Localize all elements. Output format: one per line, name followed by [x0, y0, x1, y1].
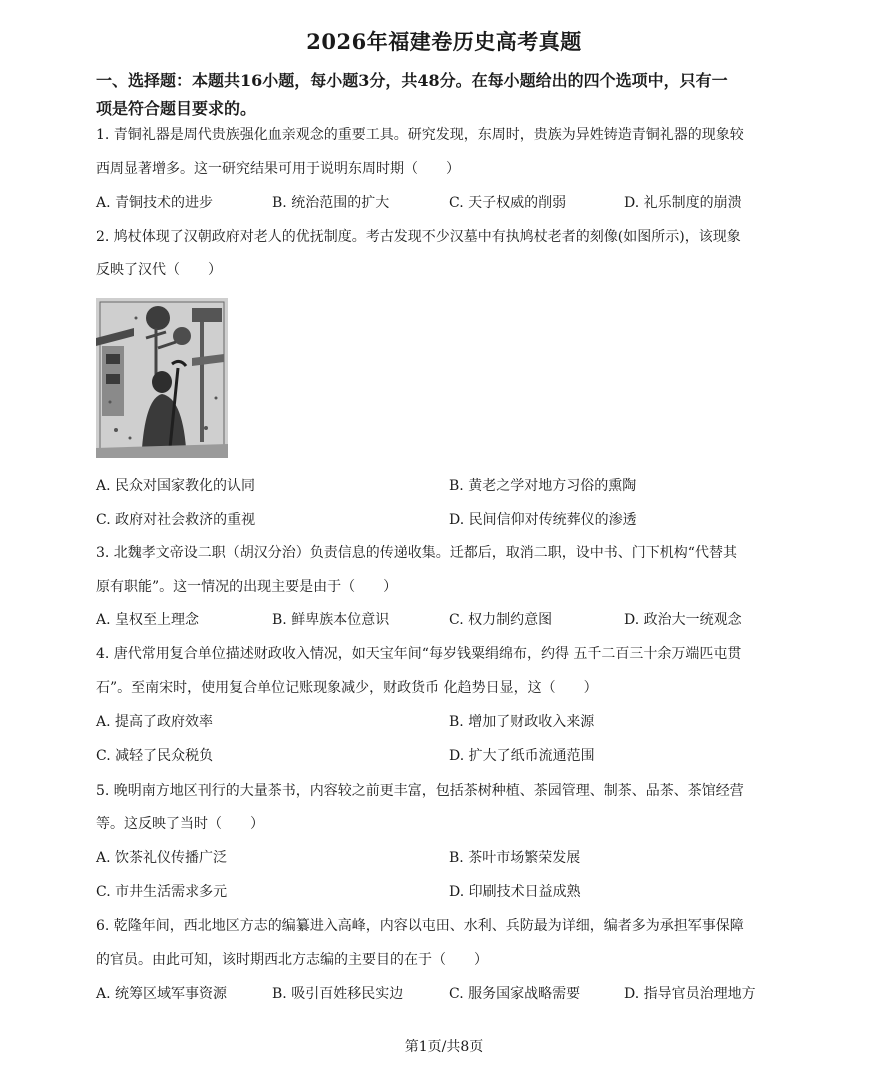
question-5-option-d: D. 印刷技术日益成熟	[449, 884, 581, 900]
question-5-stem-line-1: 5. 晚明南方地区刊行的大量茶书，内容较之前更丰富，包括茶树种植、茶园管理、制茶、品茶、茶馆经营	[96, 783, 744, 799]
section-heading-line-1: 一、选择题：本题共16小题，每小题3分，共48分。在每小题给出的四个选项中，只有一	[96, 71, 728, 90]
question-6-stem-line-2: 的官员。由此可知，该时期西北方志编的主要目的在于（ ）	[96, 952, 488, 968]
question-6-option-a: A. 统筹区域军事资源	[96, 986, 228, 1002]
question-5-option-a: A. 饮茶礼仪传播广泛	[96, 850, 228, 866]
question-3-option-c: C. 权力制约意图	[449, 612, 553, 628]
question-1-option-d: D. 礼乐制度的崩溃	[624, 195, 742, 211]
question-1-stem-line-2: 西周显著增多。这一研究结果可用于说明东周时期（ ）	[96, 161, 460, 177]
question-5-option-c: C. 市井生活需求多元	[96, 884, 228, 900]
question-6-option-c: C. 服务国家战略需要	[449, 986, 581, 1002]
question-5-option-b: B. 茶叶市场繁荣发展	[449, 850, 581, 866]
question-3-stem-line-1: 3. 北魏孝文帝设二职（胡汉分治）负责信息的传递收集。迁都后，取消二职，设中书、门下机构“代替其	[96, 545, 737, 561]
section-heading-line-2: 项是符合题目要求的。	[96, 99, 257, 118]
question-2-option-d: D. 民间信仰对传统葬仪的渗透	[449, 512, 637, 528]
question-3-stem-line-2: 原有职能”。这一情况的出现主要是由于（ ）	[96, 579, 398, 595]
question-2-stem-line-1: 2. 鸠杖体现了汉朝政府对老人的优抚制度。考古发现不少汉墓中有执鸠杖老者的刻像(如图所示)，该现象	[96, 229, 741, 245]
question-6-option-d: D. 指导官员治理地方	[624, 986, 756, 1002]
question-4-option-d: D. 扩大了纸币流通范围	[449, 748, 595, 764]
question-4-option-c: C. 减轻了民众税负	[96, 748, 214, 764]
question-1-option-c: C. 天子权威的削弱	[449, 195, 567, 211]
question-4-option-b: B. 增加了财政收入来源	[449, 714, 595, 730]
question-4-option-a: A. 提高了政府效率	[96, 714, 214, 730]
question-1-option-b: B. 统治范围的扩大	[272, 195, 390, 211]
question-4-stem-line-1: 4. 唐代常用复合单位描述财政收入情况，如天宝年间“每岁钱粟绢绵布，约得 五千二百三十余万端匹屯贯	[96, 646, 742, 662]
question-1-stem-line-1: 1. 青铜礼器是周代贵族强化血亲观念的重要工具。研究发现，东周时，贵族为异姓铸造青铜礼器的现象较	[96, 127, 744, 143]
question-6-option-b: B. 吸引百姓移民实边	[272, 986, 404, 1002]
question-2-option-b: B. 黄老之学对地方习俗的熏陶	[449, 478, 637, 494]
page-footer: 第1页/共8页	[404, 1039, 484, 1055]
question-3-option-d: D. 政治大一统观念	[624, 612, 742, 628]
question-3-option-a: A. 皇权至上理念	[96, 612, 200, 628]
page-title: 2026年福建卷历史高考真题	[306, 29, 582, 54]
relief-illustration	[96, 298, 228, 458]
question-2-stem-line-2: 反映了汉代（ ）	[96, 262, 222, 278]
question-3-option-b: B. 鲜卑族本位意识	[272, 612, 390, 628]
han-tomb-relief-image	[96, 298, 228, 458]
question-2-option-a: A. 民众对国家教化的认同	[96, 478, 256, 494]
question-2-option-c: C. 政府对社会救济的重视	[96, 512, 256, 528]
question-5-stem-line-2: 等。这反映了当时（ ）	[96, 816, 264, 832]
question-1-option-a: A. 青铜技术的进步	[96, 195, 214, 211]
question-4-stem-line-2: 石”。至南宋时，使用复合单位记账现象减少，财政货币 化趋势日显，这（ ）	[96, 680, 598, 696]
question-6-stem-line-1: 6. 乾隆年间，西北地区方志的编纂进入高峰，内容以屯田、水利、兵防最为详细，编者多为承担军事保障	[96, 918, 744, 934]
